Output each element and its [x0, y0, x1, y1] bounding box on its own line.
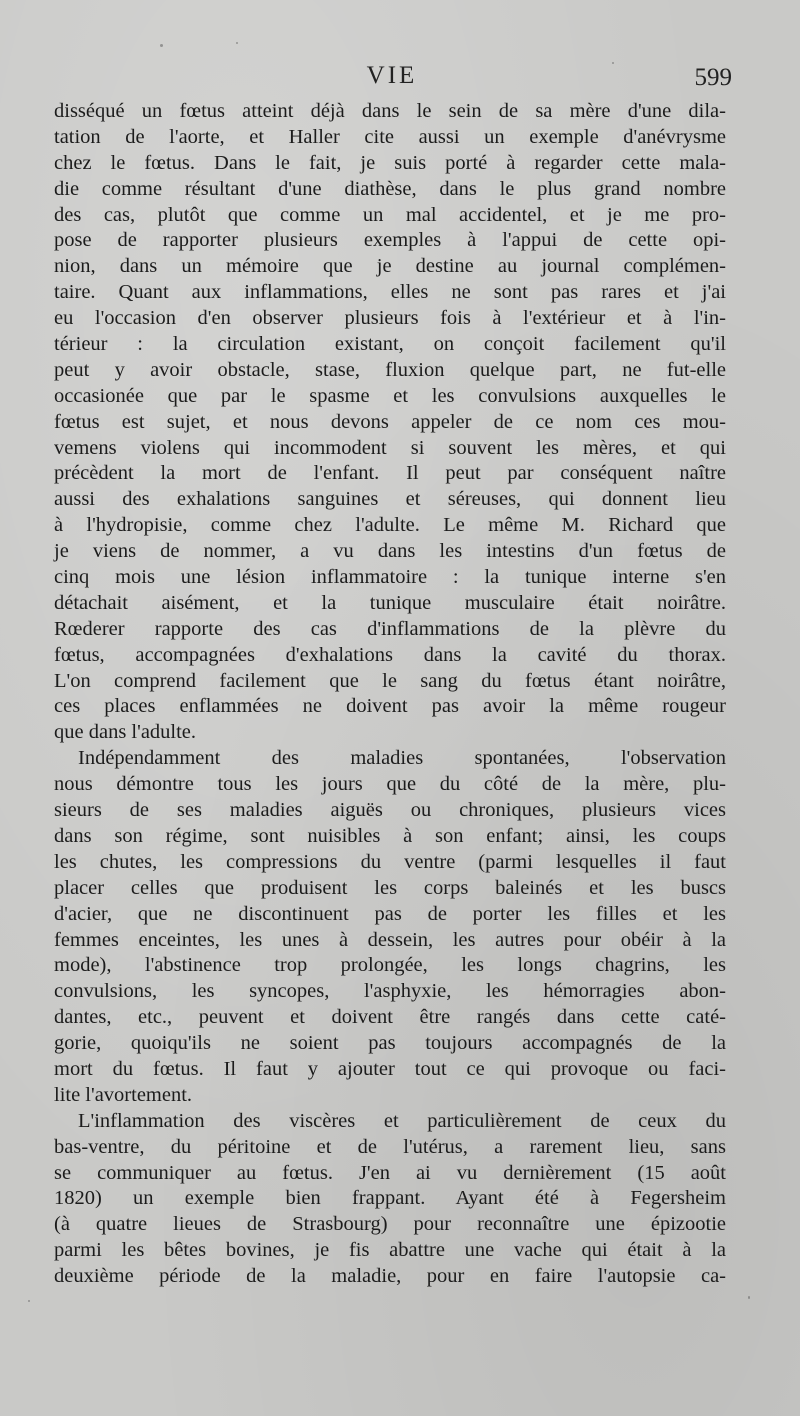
- text-line: fœtus est sujet, et nous devons appeler de ce nom ces mou-: [54, 410, 726, 433]
- text-line: que dans l'adulte.: [54, 721, 197, 744]
- text-line: disséqué un fœtus atteint déjà dans le sein de sa mère d'une dila-: [54, 100, 726, 122]
- text-line: placer celles que produisent les corps baleinés et les buscs: [54, 876, 726, 899]
- text-line: chez le fœtus. Dans le fait, je suis porté à regarder cette mala-: [54, 151, 726, 174]
- text-line: se communiquer au fœtus. J'en ai vu dernièrement (15 août: [54, 1161, 726, 1184]
- text-line: Rœderer rapporte des cas d'inflammations de la plèvre du: [54, 617, 726, 640]
- text-line: L'on comprend facilement que le sang du fœtus étant noirâtre,: [54, 669, 726, 692]
- text-line: femmes enceintes, les unes à dessein, les autres pour obéir à la: [54, 928, 726, 951]
- text-line: térieur : la circulation existant, on conçoit facilement qu'il: [54, 333, 726, 356]
- text-line: fœtus, accompagnées d'exhalations dans la cavité du thorax.: [54, 643, 726, 666]
- text-line: mort du fœtus. Il faut y ajouter tout ce qui provoque ou faci-: [54, 1057, 726, 1080]
- text-line: vemens violens qui incommodent si souvent les mères, et qui: [54, 436, 726, 459]
- text-line: Indépendamment des maladies spontanées, l'observation: [78, 747, 726, 770]
- text-line: pose de rapporter plusieurs exemples à l'appui de cette opi-: [54, 229, 726, 252]
- page-number: 599: [694, 64, 732, 91]
- text-line: aussi des exhalations sanguines et séreuses, qui donnent lieu: [54, 488, 726, 511]
- text-line: nion, dans un mémoire que je destine au journal complémen-: [54, 255, 726, 278]
- text-line: die comme résultant d'une diathèse, dans le plus grand nombre: [54, 177, 726, 200]
- text-line: précèdent la mort de l'enfant. Il peut par conséquent naître: [54, 462, 726, 485]
- text-line: taire. Quant aux inflammations, elles ne sont pas rares et j'ai: [54, 281, 726, 304]
- text-line: cinq mois une lésion inflammatoire : la tunique interne s'en: [54, 566, 726, 589]
- text-line: tation de l'aorte, et Haller cite aussi un exemple d'anévrysme: [54, 125, 726, 148]
- text-line: les chutes, les compressions du ventre (parmi lesquelles il faut: [54, 850, 726, 873]
- text-line: convulsions, les syncopes, l'asphyxie, les hémorragies abon-: [54, 980, 726, 1003]
- text-line: lite l'avortement.: [54, 1083, 193, 1106]
- text-line: dans son régime, sont nuisibles à son enfant; ainsi, les coups: [54, 824, 726, 847]
- text-line: mode), l'abstinence trop prolongée, les longs chagrins, les: [54, 954, 726, 977]
- text-line: (à quatre lieues de Strasbourg) pour reconnaître une épizootie: [54, 1213, 726, 1236]
- text-line: occasionée que par le spasme et les convulsions auxquelles le: [54, 384, 726, 407]
- text-line: deuxième période de la maladie, pour en faire l'autopsie ca-: [54, 1265, 726, 1288]
- text-line: peut y avoir obstacle, stase, fluxion quelque part, ne fut-elle: [54, 358, 726, 381]
- running-head: [52, 62, 732, 98]
- text-line: dantes, etc., peuvent et doivent être rangés dans cette caté-: [54, 1006, 726, 1029]
- text-line: gorie, quoiqu'ils ne soient pas toujours accompagnés de la: [54, 1032, 726, 1055]
- text-line: bas-ventre, du péritoine et de l'utérus, a rarement lieu, sans: [54, 1135, 726, 1158]
- text-line: détachait aisément, et la tunique musculaire était noirâtre.: [54, 591, 726, 614]
- text-line: ces places enflammées ne doivent pas avoir la même rougeur: [54, 695, 726, 718]
- text-line: nous démontre tous les jours que du côté de la mère, plu-: [54, 773, 726, 796]
- body-text: [54, 99, 726, 1290]
- text-line: à l'hydropisie, comme chez l'adulte. Le même M. Richard que: [54, 514, 726, 537]
- text-line: 1820) un exemple bien frappant. Ayant été à Fegersheim: [54, 1187, 726, 1210]
- text-line: des cas, plutôt que comme un mal accidentel, et je me pro-: [54, 203, 726, 226]
- text-line: sieurs de ses maladies aiguës ou chroniques, plusieurs vices: [54, 799, 726, 822]
- running-title: VIE: [366, 62, 418, 89]
- text-line: L'inflammation des viscères et particulièrement de ceux du: [78, 1109, 726, 1132]
- text-line: eu l'occasion d'en observer plusieurs fois à l'extérieur et à l'in-: [54, 307, 726, 330]
- text-line: je viens de nommer, a vu dans les intestins d'un fœtus de: [54, 540, 726, 563]
- text-line: d'acier, que ne discontinuent pas de porter les filles et les: [54, 902, 726, 925]
- text-line: parmi les bêtes bovines, je fis abattre une vache qui était à la: [54, 1239, 726, 1262]
